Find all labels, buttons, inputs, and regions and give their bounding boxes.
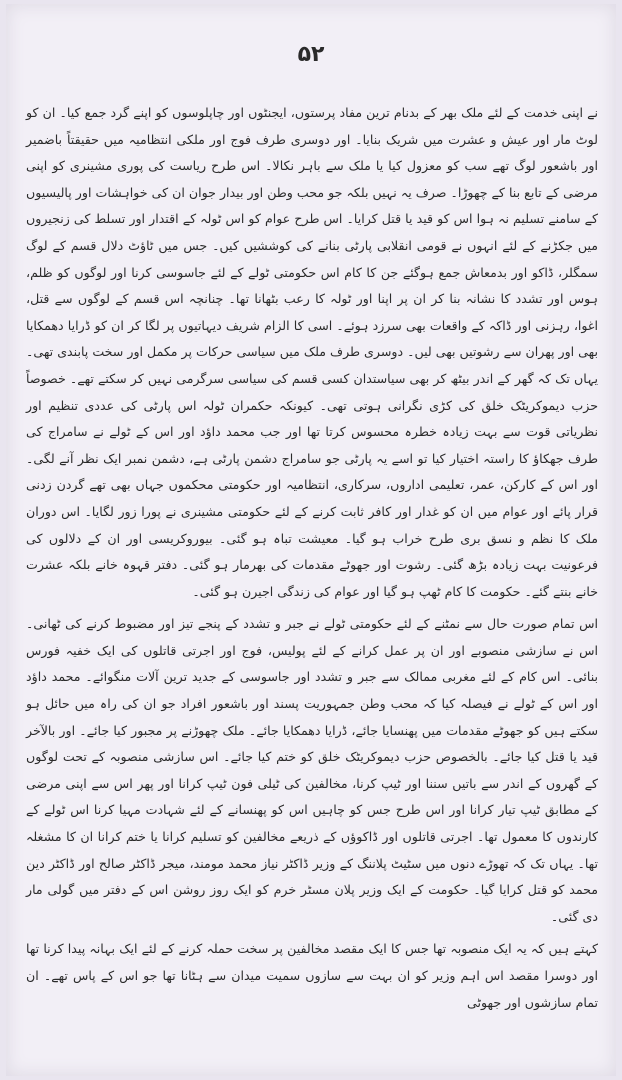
paragraph: نے اپنی خدمت کے لئے ملک بھر کے بدنام ترین مفاد پرستوں، ایجنٹوں اور چاپلوسوں کو اپنے گرد جمع کیا۔ ان کو لوٹ مار اور عیش و عشرت میں شریک بنایا۔ اور دوسری طرف فوج اور ملکی انتظامیہ میں حقیقتاً باضمیر اور باشعور لوگ تھے سب کو معزول کیا یا ملک سے باہر نکالا۔ اس طرح ریاست کی پوری مشینری کو اپنی مرضی کے تابع بنا کے چھوڑا۔ صرف یہ نہیں بلکہ جو محب وطن اور بیدار جوان ان کی خواہشات اور پالیسیوں کے سامنے تسلیم نہ ہوا اس کو قید یا قتل کرایا۔ اس طرح عوام کو اس ٹولہ کے اقتدار اور تسلط کی زنجیروں میں جکڑنے کے لئے انہوں نے قومی انقلابی پارٹی بنانے کی کوششیں کیں۔ جس میں ٹاؤٹ دلال قسم کے لوگ سمگلر، ڈاکو اور بدمعاش جمع ہوگئے جن کا کام اس حکومتی ٹولے کے لئے جاسوسی کرنا اور لوگوں کو ظلم، ہوس اور تشدد کا نشانہ بنا کر ان پر اپنا اور ٹولہ کا رعب بٹھانا تھا۔ چنانچہ اس قسم کے لوگوں سے قتل، اغوا، رہزنی اور ڈاکہ کے واقعات بھی سرزد ہوئے۔ اسی کا الزام شریف دیہاتیوں پر لگا کر ان کو ڈرایا دھمکایا بھی اور پھران سے رشوتیں بھی لیں۔ دوسری طرف ملک میں سیاسی حرکات پر مکمل اور سخت پابندی تھی۔ یہاں تک کہ گھر کے اندر بیٹھ کر بھی سیاستدان کسی قسم کی سیاسی سرگرمی نہیں کر سکتے تھے۔ خصوصاً حزب دیموکریٹک خلق کی کڑی نگرانی ہوتی تھی۔ کیونکہ حکمران ٹولہ اس پارٹی کی عددی تنظیم اور نظریاتی قوت سے بہت زیادہ خطرہ محسوس کرتا تھا اور جب محمد داؤد اور اس کے ٹولے نے سامراج کی طرف جھکاؤ کا راستہ اختیار کیا تو اسے یہ پارٹی جو سامراج دشمن پارٹی ہے، دشمن نمبر ایک نظر آنے لگی۔ اور اس کے کارکن، عمر، تعلیمی اداروں، سرکاری، انتظامیہ اور حکومتی محکموں جہاں بھی تھے گردن زدنی قرار پائے اور عوام میں ان کو غدار اور کافر ثابت کرنے کے لئے حکومتی مشینری نے پورا زور لگایا۔ اس دوران ملک کا نظم و نسق بری طرح خراب ہو گیا۔ معیشت تباہ ہو گئی۔ بیوروکریسی اور ان کے دلالوں کی فرعونیت بہت زیادہ بڑھ گئی۔ رشوت اور جھوٹے مقدمات کی بھرمار ہو گئی۔ دفتر قہوہ خانے بلکہ عشرت خانے بنتے گئے۔ حکومت کا کام ٹھپ ہو گیا اور عوام کی زندگی اجیرن ہو گئی۔ xyxy=(26,105,598,599)
book-page xyxy=(6,4,616,1076)
body-text xyxy=(26,100,598,1022)
paragraph: اس تمام صورت حال سے نمٹنے کے لئے حکومتی ٹولے نے جبر و تشدد کے پنجے تیز اور مضبوط کرنے کی ٹھانی۔ اس نے سازشی منصوبے اور ان پر عمل کرانے کے لئے پولیس، فوج اور اجرتی قاتلوں کی ایک خفیہ فورس بنائی۔ اس کام کے لئے مغربی ممالک سے جبر و تشدد اور جاسوسی کے جدید ترین آلات منگوائے۔ محمد داؤد اور اس کے ٹولے نے فیصلہ کیا کہ محب وطن جمہوریت پسند اور باشعور افراد جو ان کی راہ میں حائل ہو سکتے ہیں کو جھوٹے مقدمات میں پھنسایا جائے، ڈرایا دھمکایا جائے۔ ملک چھوڑنے پر مجبور کیا جائے۔ اور بالآخر قید یا قتل کیا جائے۔ بالخصوص حزب دیموکریٹک خلق کو ختم کیا جائے۔ اس سازشی منصوبہ کے تحت لوگوں کے گھروں کے اندر سے باتیں سننا اور ٹیپ کرنا، مخالفین کی ٹیلی فون ٹیپ کرانا اور پھر اس سے اپنی مرضی کے مطابق ٹیپ تیار کرانا اور اس طرح جس کو چاہیں اس کو پھنسانے کے لئے شہادت مہیا کرنا اس ٹولے کے کارندوں کا معمول تھا۔ اجرتی قاتلوں اور ڈاکوؤں کے ذریعے مخالفین کو تسلیم کرانا یا ختم کرانا ان کا مشغلہ تھا۔ یہاں تک کہ تھوڑے دنوں میں سٹیٹ پلاننگ کے وزیر ڈاکٹر نیاز محمد مومند، میجر ڈاکٹر صالح اور ڈاکٹر دین محمد کو قتل کرایا گیا۔ حکومت کے ایک وزیر پلان مسٹر خرم کو ایک روز روشن اس کے دفتر میں گولی مار دی گئی۔ xyxy=(26,616,598,924)
page-number: ۵۲ xyxy=(297,42,325,67)
paragraph: کہتے ہیں کہ یہ ایک منصوبہ تھا جس کا ایک مقصد مخالفین پر سخت حملہ کرنے کے لئے ایک بہانہ پیدا کرنا تھا اور دوسرا مقصد اس اہم وزیر کو ان بہت سے سازوں سمیت میدان سے ہٹانا تھا جو اس کے پاس تھے۔ ان تمام سازشوں اور جھوٹی xyxy=(26,941,598,1010)
